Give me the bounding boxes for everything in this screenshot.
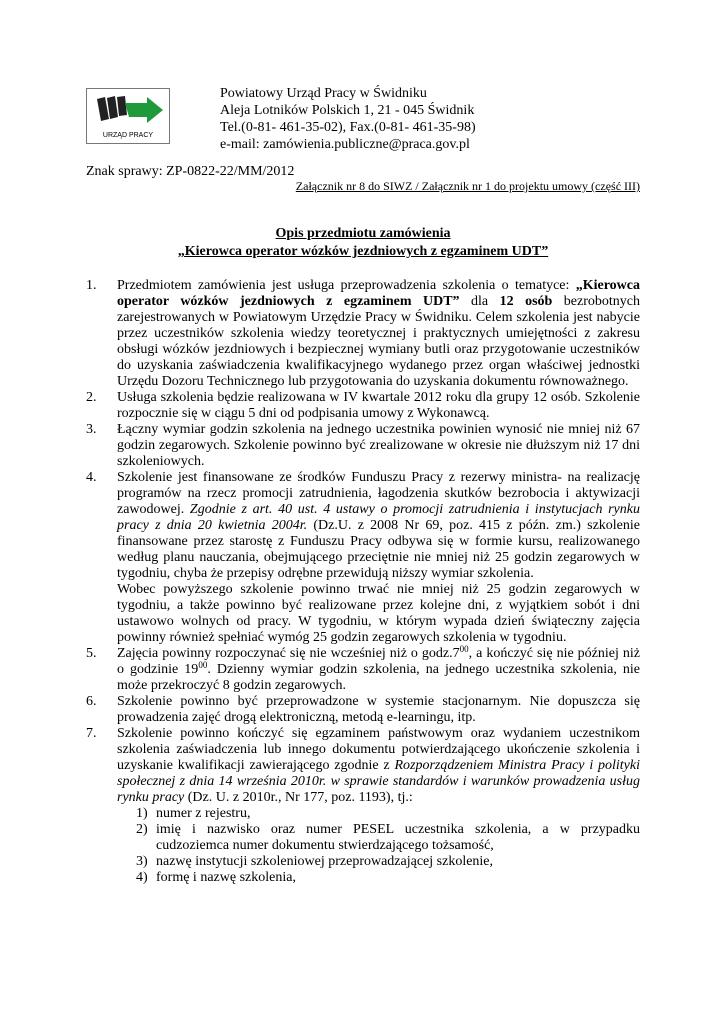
sub-list-item bbox=[136, 806, 640, 822]
sub-item-text: numer z rejestru, bbox=[156, 806, 251, 821]
text-run: (Dz. U. z 2010r., Nr 177, poz. 1193), tj.: bbox=[184, 790, 413, 805]
sub-item-number: 1) bbox=[136, 806, 148, 821]
case-number: Znak sprawy: ZP-0822-22/MM/2012 bbox=[86, 164, 295, 179]
text-run: bezrobotnych zarejestrowanych w Powiatowym Urzędzie Pracy w Świdniku. Celem szkolenia jest nabycie przez uczestników szkolenia wiedzy teoretycznej i praktycznych umiejętności z zakresu obsługi wózków jezdniowych i bezpiecznej wymiany butli oraz przygotowanie uczestników do uzyskania zaświadczenia kwalifikacyjnego wydanego przez organ właściwej jednostki Urzędu Dozoru Technicznego lub przygotowania do uzyskania dokumentu równoważnego. bbox=[117, 294, 640, 389]
item-number: 3. bbox=[86, 422, 97, 437]
participant-count: 12 osób bbox=[499, 294, 553, 309]
course-name: „Kierowca operator wózków jezdniowych z egzaminem UDT” bbox=[117, 278, 640, 309]
office-name: Powiatowy Urząd Pracy w Świdniku bbox=[220, 86, 427, 101]
text-run: Zajęcia powinny rozpoczynać się nie wcześniej niż o godz.7 bbox=[117, 646, 460, 661]
legal-citation: Zgodnie z art. 40 ust. 4 ustawy o promocji zatrudnienia i instytucjach rynku pracy z dnia 20 kwietnia 2004r. bbox=[117, 502, 640, 533]
text-run: Przedmiotem zamówienia jest usługa przeprowadzenia szkolenia o tematyce: bbox=[117, 278, 576, 293]
list-item bbox=[86, 694, 640, 726]
attachment-note: Załącznik nr 8 do SIWZ / Załącznik nr 1 do projektu umowy (część III) bbox=[295, 179, 640, 193]
sub-item-text: nazwę instytucji szkoleniowej przeprowadzającej szkolenie, bbox=[156, 854, 494, 869]
item-number: 7. bbox=[86, 726, 97, 741]
item-number: 5. bbox=[86, 646, 97, 661]
list-item bbox=[86, 646, 640, 694]
list-item bbox=[86, 470, 640, 646]
item-text bbox=[117, 726, 640, 806]
sub-item-text: formę i nazwę szkolenia, bbox=[156, 870, 296, 885]
legal-citation: Rozporządzeniem Ministra Pracy i polityki społecznej z dnia 14 września 2010r. w sprawie standardów i warunków prowadzenia usług rynku pracy bbox=[117, 758, 641, 805]
text-run: Szkolenie powinno kończyć się egzaminem państwowym oraz wydaniem uczestnikom szkolenia zaświadczenia lub innego dokumentu potwierdzającego ukończenie szkolenia i uzyskanie kwalifikacji zawierającego zgodnie z bbox=[117, 726, 640, 773]
paragraph bbox=[117, 470, 640, 582]
item-number: 6. bbox=[86, 694, 97, 709]
item-text: Łączny wymiar godzin szkolenia na jednego uczestnika powinien wynosić nie mniej niż 67 godzin zegarowych. Szkolenie powinno być zrealizowane w okresie nie dłuższym niż 17 dni szkoleniowych. bbox=[117, 422, 640, 469]
sub-item-text: imię i nazwisko oraz numer PESEL uczestnika szkolenia, a w przypadku cudzoziemca numer dokumentu stwierdzającego tożsamość, bbox=[156, 822, 640, 853]
item-text: Szkolenie powinno być przeprowadzone w systemie stacjonarnym. Nie dopuszcza się prowadzenia zajęć drogą elektroniczną, metodą e-learningu, itp. bbox=[117, 694, 640, 725]
office-phone-fax: Tel.(0-81- 461-35-02), Fax.(0-81- 461-35-98) bbox=[220, 120, 476, 135]
list-item bbox=[86, 726, 640, 806]
sub-item-number: 4) bbox=[136, 870, 148, 885]
sub-item-number: 2) bbox=[136, 822, 148, 837]
office-header bbox=[220, 85, 520, 153]
text-run: dla bbox=[459, 294, 500, 309]
item-text bbox=[117, 646, 640, 694]
item-number: 4. bbox=[86, 470, 97, 485]
document-body bbox=[86, 278, 640, 886]
office-address: Aleja Lotników Polskich 1, 21 - 045 Świdnik bbox=[220, 103, 475, 118]
paragraph: Wobec powyższego szkolenie powinno trwać nie mniej niż 25 godzin zegarowych w tygodniu, a także powinno być realizowane przez kolejne dni, z wyjątkiem sobót i dni ustawowo wolnych od pracy. W tygodniu, w którym wypada dzień świąteczny zajęcia powinny również spełniać wymóg 25 godzin zegarowych szkolenia w tygodniu. bbox=[117, 582, 640, 645]
office-email: e-mail: zamówienia.publiczne@praca.gov.pl bbox=[220, 137, 470, 152]
title-line-1: Opis przedmiotu zamówienia bbox=[275, 226, 451, 241]
list-item bbox=[86, 422, 640, 470]
document-title bbox=[86, 225, 640, 261]
logo-caption: URZĄD PRACY bbox=[102, 132, 154, 139]
item-text: Usługa szkolenia będzie realizowana w IV kwartale 2012 roku dla grupy 12 osób. Szkolenie rozpocznie się w ciągu 5 dni od podpisania umowy z Wykonawcą. bbox=[117, 390, 640, 421]
list-item bbox=[86, 278, 640, 390]
text-run: . Dzienny wymiar godzin szkolenia, na jednego uczestnika szkolenia, nie może przekroczyć 8 godzin zegarowych. bbox=[117, 662, 640, 693]
item-number: 2. bbox=[86, 390, 97, 405]
text-run: (Dz.U. z 2008 Nr 69, poz. 415 z późn. zm.) szkolenie finansowane przez starostę z Funduszu Pracy odbywa się w formie kursu, realizowanego według planu nauczania, obejmującego przeciętnie nie mniej niż 25 godzin zegarowych w tygodniu, chyba że przepisy odrębne przewidują niższy wymiar szkolenia. bbox=[117, 518, 641, 581]
sub-list-item bbox=[136, 854, 640, 870]
sub-list-item bbox=[136, 870, 640, 886]
list-item bbox=[86, 390, 640, 422]
superscript-minutes: 00 bbox=[459, 644, 469, 654]
sub-item-number: 3) bbox=[136, 854, 148, 869]
text-run: , a kończyć się nie później niż o godzinie 19 bbox=[117, 646, 640, 677]
urzad-pracy-logo bbox=[86, 88, 170, 144]
item-number: 1. bbox=[86, 278, 97, 293]
superscript-minutes: 00 bbox=[198, 660, 208, 670]
title-line-2: „Kierowca operator wózków jezdniowych z egzaminem UDT” bbox=[177, 244, 549, 259]
text-run: Szkolenie jest finansowane ze środków Funduszu Pracy z rezerwy ministra- na realizację programów na rzecz promocji zatrudnienia, łagodzenia skutków bezrobocia i aktywizacji zawodowej. bbox=[117, 470, 640, 517]
sub-list-item bbox=[136, 822, 640, 854]
item-text bbox=[117, 470, 640, 646]
item-text bbox=[117, 278, 640, 390]
